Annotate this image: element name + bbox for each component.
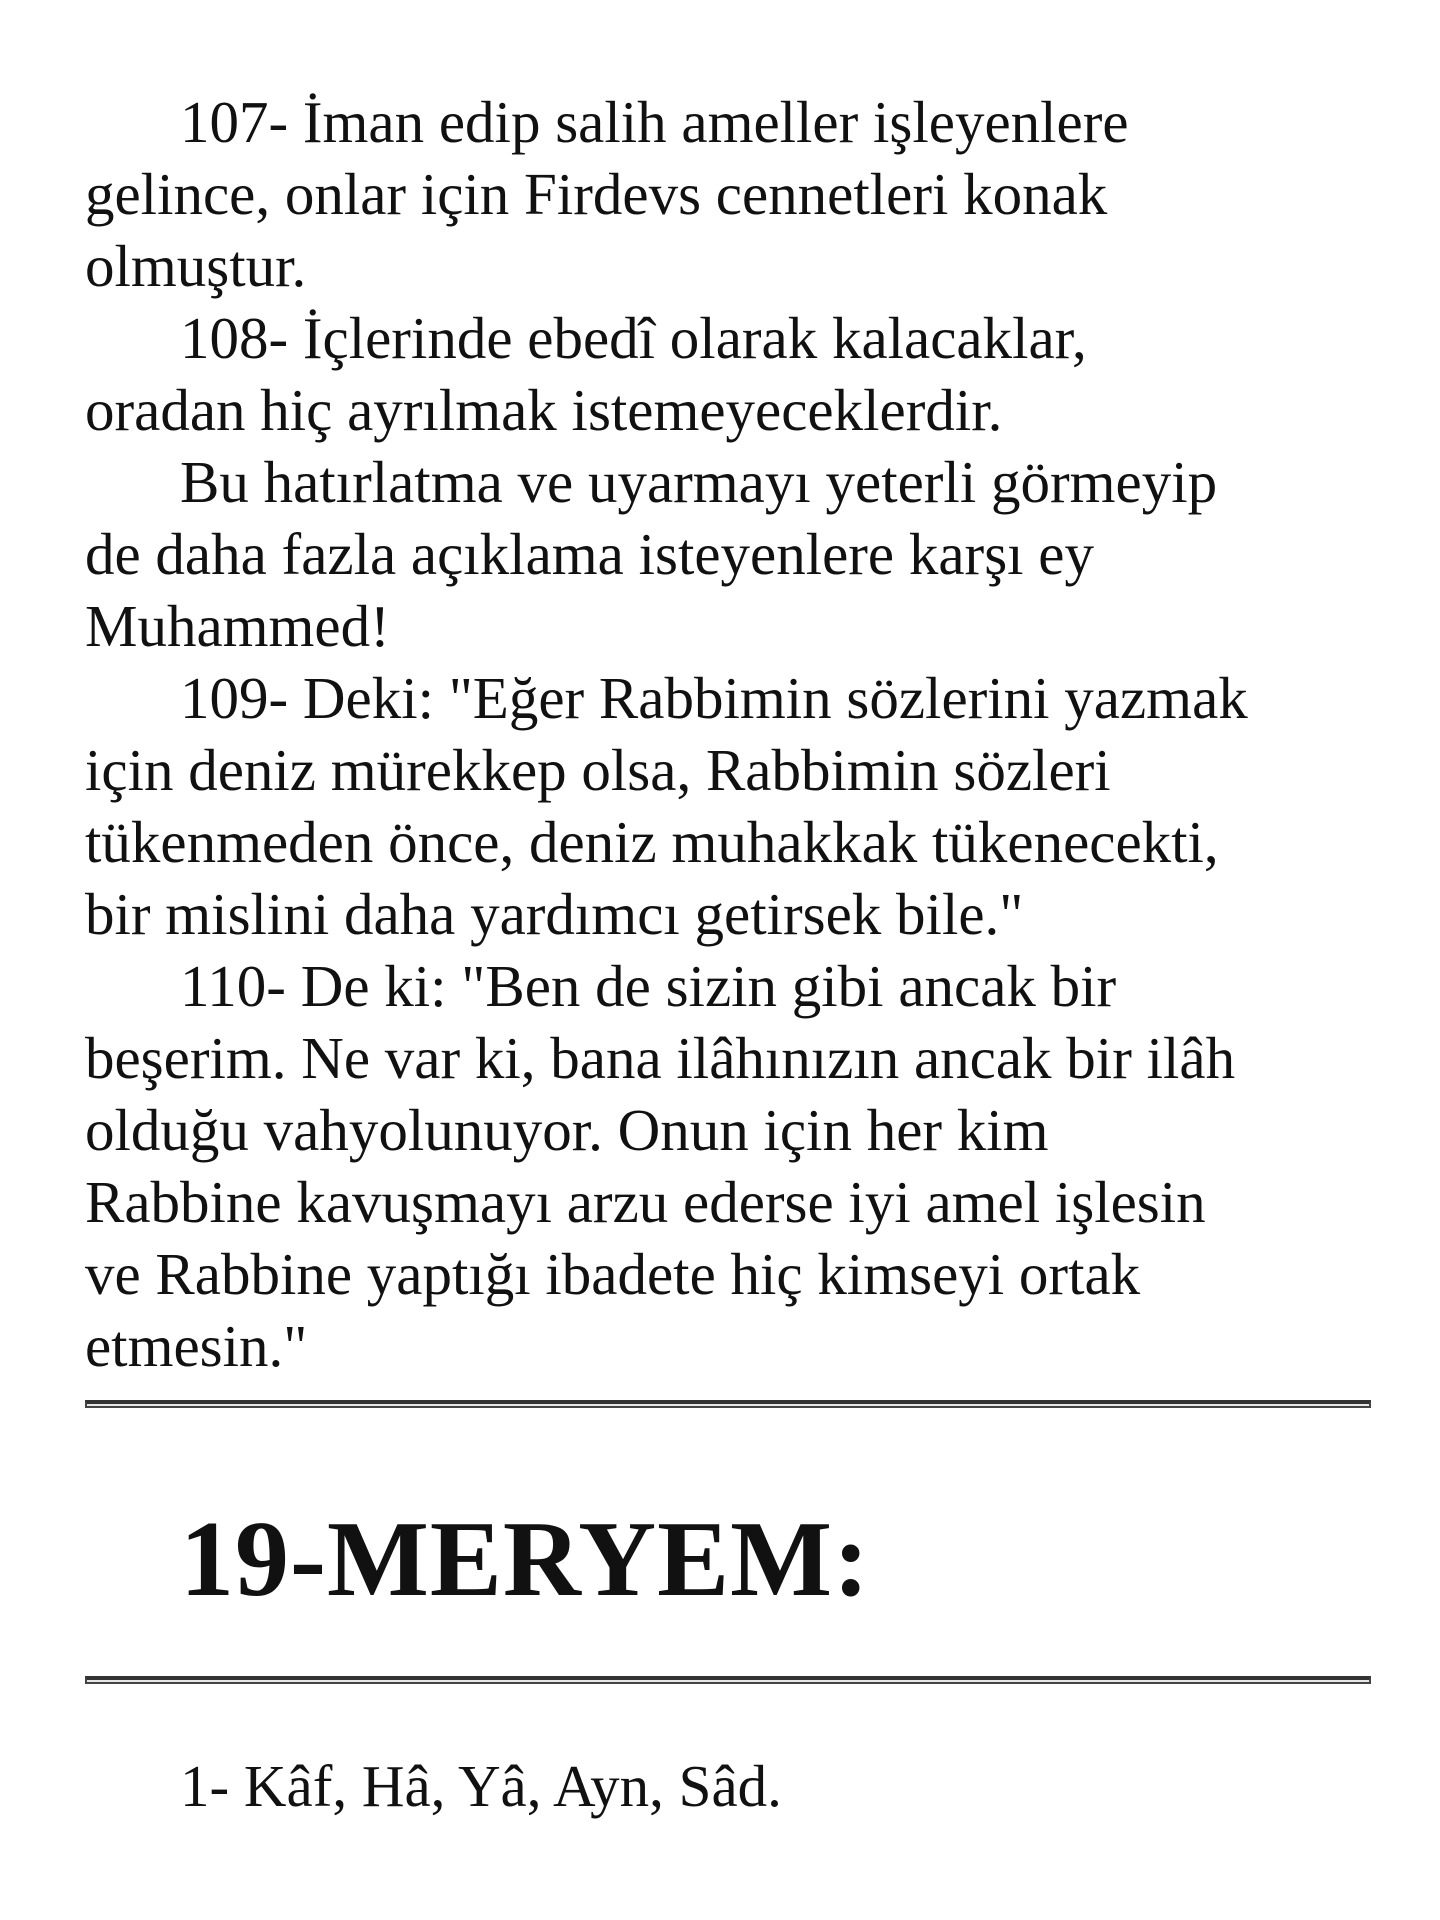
horizontal-divider	[85, 1400, 1371, 1408]
verse-1: 1- Kâf, Hâ, Yâ, Ayn, Sâd.	[180, 1753, 782, 1819]
text-line: Bu hatırlatma ve uyarmayı yeterli görmeyip	[180, 449, 1218, 515]
document-body	[85, 86, 1375, 1382]
text-line: 110- De ki: "Ben de sizin gibi ancak bir	[180, 953, 1117, 1019]
text-line: 109- Deki: "Eğer Rabbimin sözlerini yazmak	[180, 665, 1248, 731]
chapter-heading: 19-MERYEM:	[180, 1500, 871, 1619]
verse-109	[85, 662, 1375, 950]
text-line: gelince, onlar için Firdevs cennetleri konak	[85, 161, 1108, 227]
text-line: ve Rabbine yaptığı ibadete hiç kimseyi ortak	[85, 1241, 1141, 1307]
verse-110	[85, 950, 1375, 1382]
text-line: oradan hiç ayrılmak istemeyeceklerdir.	[85, 377, 1003, 443]
verse-107	[85, 86, 1375, 302]
horizontal-divider	[85, 1676, 1371, 1684]
text-line: 107- İman edip salih ameller işleyenlere	[180, 89, 1129, 155]
text-line: de daha fazla açıklama isteyenlere karşı ey	[85, 521, 1094, 587]
commentary-paragraph	[85, 446, 1375, 662]
verse-108	[85, 302, 1375, 446]
text-line: olduğu vahyolunuyor. Onun için her kim	[85, 1097, 1049, 1163]
text-line: etmesin."	[85, 1313, 308, 1379]
text-line: 108- İçlerinde ebedî olarak kalacaklar,	[180, 305, 1087, 371]
text-line: tükenmeden önce, deniz muhakkak tükenecekti,	[85, 809, 1219, 875]
text-line: için deniz mürekkep olsa, Rabbimin sözleri	[85, 737, 1111, 803]
text-line: olmuştur.	[85, 233, 307, 299]
text-line: bir mislini daha yardımcı getirsek bile."	[85, 881, 1024, 947]
text-line: Muhammed!	[85, 593, 390, 659]
text-line: beşerim. Ne var ki, bana ilâhınızın ancak bir ilâh	[85, 1025, 1236, 1091]
text-line: Rabbine kavuşmayı arzu ederse iyi amel işlesin	[85, 1169, 1206, 1235]
